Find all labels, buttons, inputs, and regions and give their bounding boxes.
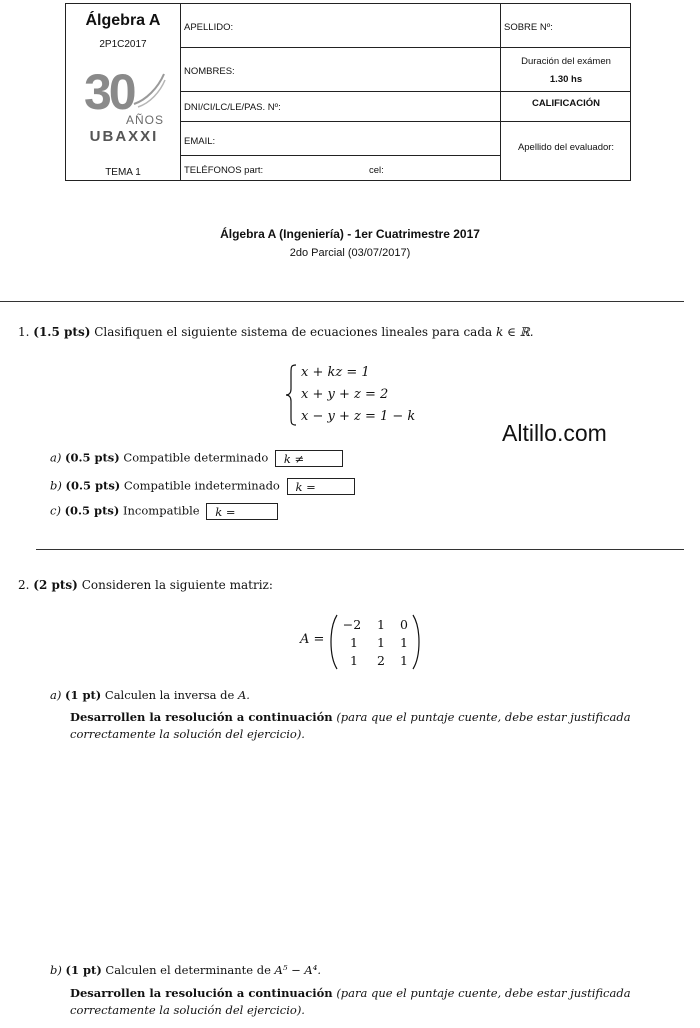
item-letter: b)	[50, 963, 62, 977]
item-letter: a)	[50, 450, 62, 465]
item-letter: c)	[50, 503, 61, 518]
equation-1: x + kz = 1	[301, 365, 370, 380]
exam-title: Álgebra A (Ingeniería) - 1er Cuatrimestre 2017	[220, 227, 480, 241]
problem-param: k ∈ ℝ.	[495, 325, 534, 339]
item-1c	[50, 503, 278, 520]
matrix-cell: 1	[377, 617, 385, 632]
item-text: Compatible indeterminado	[123, 478, 280, 493]
item-1a	[50, 450, 343, 467]
left-brace-icon	[283, 363, 299, 427]
matrix-cell: 1	[377, 635, 385, 650]
matrix-cell: 1	[400, 653, 408, 668]
answer-box[interactable]: k ≠	[275, 450, 343, 467]
logo	[82, 66, 166, 146]
cel-label: cel:	[369, 165, 384, 176]
email-label: EMAIL:	[184, 136, 216, 147]
calificacion-label: CALIFICACIÓN	[531, 98, 601, 109]
matrix-cell: 1	[350, 653, 358, 668]
item-1b	[50, 478, 355, 495]
develop-bold: Desarrollen la resolución a continuación	[70, 986, 333, 1000]
problem-points: (1.5 pts)	[33, 325, 91, 339]
develop-instruction	[70, 709, 685, 743]
problem-text: Clasifiquen el siguiente sistema de ecuaciones lineales para cada	[94, 325, 493, 339]
matrix-cell: 2	[377, 653, 385, 668]
matrix-cell: 0	[400, 617, 408, 632]
duracion-label: Duración del exámen	[521, 56, 611, 67]
problem-points: (2 pts)	[33, 578, 78, 592]
item-text: Calculen la inversa de	[104, 688, 235, 702]
matrix	[300, 614, 430, 670]
divider	[180, 121, 630, 122]
item-text: Incompatible	[122, 503, 200, 518]
exam-subtitle: 2do Parcial (03/07/2017)	[289, 247, 411, 259]
divider	[180, 91, 500, 92]
subject-title: Álgebra A	[85, 12, 161, 29]
divider	[500, 91, 630, 92]
tema-label: TEMA 1	[105, 167, 141, 178]
develop-instruction	[70, 985, 685, 1019]
logo-number: 30	[84, 64, 134, 120]
develop-note: (para que el puntaje cuente, debe estar justificada correctamente la solución del ejercicio).	[70, 986, 631, 1017]
divider	[500, 4, 501, 180]
header-table	[65, 3, 631, 181]
item-text: Compatible determinado	[123, 450, 269, 465]
develop-bold: Desarrollen la resolución a continuación	[70, 710, 333, 724]
item-expr: A.	[237, 688, 250, 702]
logo-anos: AÑOS	[126, 113, 165, 127]
answer-box[interactable]: k =	[206, 503, 278, 520]
item-2b	[50, 963, 321, 978]
problem-2-statement	[18, 577, 273, 593]
item-points: (0.5 pts)	[65, 478, 121, 493]
matrix-cell: 1	[400, 635, 408, 650]
item-points: (0.5 pts)	[64, 503, 120, 518]
item-points: (0.5 pts)	[65, 450, 120, 465]
evaluador-label: Apellido del evaluador:	[517, 142, 615, 153]
telefonos-label: TELÉFONOS part:	[184, 165, 264, 176]
problem-text: Consideren la siguiente matriz:	[81, 578, 273, 592]
item-points: (1 pt)	[65, 688, 102, 702]
item-letter: a)	[50, 688, 62, 702]
divider	[180, 155, 500, 156]
problem-number: 2.	[18, 578, 30, 592]
section-divider	[0, 301, 684, 302]
logo-brand: UBAXXI	[89, 128, 159, 145]
problem-number: 1.	[18, 325, 30, 339]
matrix-label: A =	[300, 632, 325, 647]
apellido-label: APELLIDO:	[184, 22, 234, 33]
answer-box[interactable]: k =	[287, 478, 355, 495]
matrix-cell: 1	[350, 635, 358, 650]
item-points: (1 pt)	[65, 963, 102, 977]
logo-swoosh-icon	[132, 70, 166, 110]
divider	[180, 47, 630, 48]
equation-3: x − y + z = 1 − k	[301, 409, 416, 424]
section-divider	[36, 549, 684, 550]
matrix-cell: −2	[342, 617, 362, 632]
dni-label: DNI/CI/LC/LE/PAS. Nº:	[184, 102, 281, 113]
equation-2: x + y + z = 2	[301, 387, 389, 402]
nombres-label: NOMBRES:	[184, 66, 235, 77]
item-text: Calculen el determinante de	[105, 963, 271, 977]
watermark: Altillo.com	[502, 420, 607, 446]
exam-code: 2P1C2017	[99, 39, 147, 50]
equation-system	[283, 363, 443, 429]
duracion-value: 1.30 hs	[549, 74, 583, 85]
item-2a	[50, 688, 250, 703]
develop-note: (para que el puntaje cuente, debe estar justificada correctamente la solución del ejercicio).	[70, 710, 631, 741]
item-expr: A⁵ − A⁴.	[274, 963, 321, 977]
item-letter: b)	[50, 478, 62, 493]
divider	[180, 4, 181, 180]
problem-1-statement	[18, 324, 534, 340]
sobre-label: SOBRE Nº:	[504, 22, 553, 33]
